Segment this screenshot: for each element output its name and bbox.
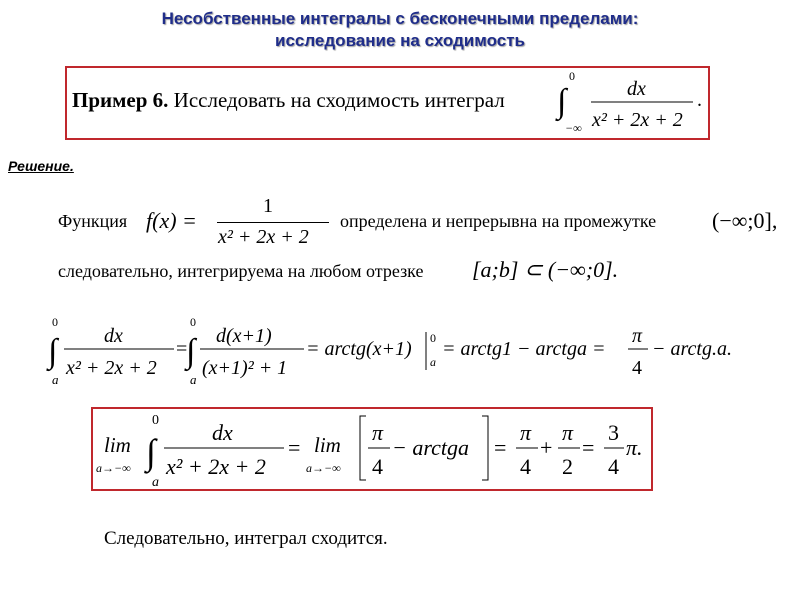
calc-rhs-1: = arctg1 − arctga = xyxy=(442,338,606,360)
limit-four-2: 4 xyxy=(520,454,531,479)
calc-four: 4 xyxy=(632,357,642,379)
left-bracket xyxy=(360,416,366,480)
right-bracket xyxy=(482,416,488,480)
limit-pi-3: π xyxy=(562,420,574,445)
calc-rhs-2: − arctg.a. xyxy=(652,338,732,360)
limit-minus-arctg: − arctga xyxy=(392,435,469,460)
limit-end: π. xyxy=(626,435,643,460)
integrable-segment: [a;b] ⊂ (−∞;0]. xyxy=(472,257,619,282)
calc-sub-upper: 0 xyxy=(430,331,436,345)
title-line-1: Несобственные интегралы с бесконечными пределами: xyxy=(161,9,639,28)
limit-pi-2: π xyxy=(520,420,532,445)
limit-pi: π xyxy=(372,420,384,445)
calc-lower-limit-2: a xyxy=(190,372,197,387)
limit-lim: lim xyxy=(104,433,131,457)
calc-upper-limit: 0 xyxy=(52,315,58,329)
function-numerator: 1 xyxy=(263,195,273,217)
function-prefix: Функция xyxy=(58,211,128,231)
calc-upper-limit-2: 0 xyxy=(190,315,196,329)
function-suffix: определена и непрерывна на промежутке xyxy=(340,211,657,231)
limit-equation xyxy=(96,410,650,490)
example-lower-limit: −∞ xyxy=(565,121,582,135)
example-integral xyxy=(555,68,715,140)
example-label: Пример 6. xyxy=(72,88,169,112)
integrable-text: следовательно, интегрируема на любом отрезке xyxy=(58,261,424,281)
calc-denominator-2: (x+1)² + 1 xyxy=(202,357,288,379)
function-denominator: x² + 2x + 2 xyxy=(218,226,309,248)
conclusion-text: Следовательно, интеграл сходится. xyxy=(104,528,388,549)
function-f: f(x) = xyxy=(146,208,197,233)
integral-sign-icon: ∫ xyxy=(146,432,156,472)
example-upper-limit: 0 xyxy=(569,69,575,83)
integral-sign-icon: ∫ xyxy=(557,83,567,120)
example-denominator: x² + 2x + 2 xyxy=(592,109,683,131)
function-fraction-bar xyxy=(217,222,329,223)
integral-sign-icon: ∫ xyxy=(186,333,196,370)
calc-denominator-1: x² + 2x + 2 xyxy=(66,357,157,379)
calc-antiderivative: = arctg(x+1) xyxy=(306,338,412,360)
slide-title xyxy=(0,8,800,52)
example-end: . xyxy=(697,89,702,111)
limit-four-3: 4 xyxy=(608,454,619,479)
limit-two: 2 xyxy=(562,454,573,479)
solution-label: Решение. xyxy=(8,158,74,174)
calc-sub-lower: a xyxy=(430,355,436,369)
limit-three: 3 xyxy=(608,420,619,445)
calc-numerator-2: d(x+1) xyxy=(216,325,272,347)
title-line-2: исследование на сходимость xyxy=(275,31,525,50)
integral-sign-icon: ∫ xyxy=(48,333,58,370)
limit-lower-limit: a xyxy=(152,475,159,490)
example-numerator: dx xyxy=(627,78,646,100)
function-interval: (−∞;0], xyxy=(712,208,778,233)
limit-equals: = xyxy=(288,435,301,460)
limit-plus: + xyxy=(540,435,553,460)
limit-four: 4 xyxy=(372,454,383,479)
limit-numerator: dx xyxy=(212,420,233,445)
limit-equals-2: = xyxy=(494,435,507,460)
example-text: Исследовать на сходимость интеграл xyxy=(173,88,505,112)
limit-lim-2: lim xyxy=(314,433,341,457)
calc-pi: π xyxy=(632,325,643,347)
limit-equals-3: = xyxy=(582,435,595,460)
calc-numerator-1: dx xyxy=(104,325,123,347)
calc-lower-limit: a xyxy=(52,372,59,387)
example-statement xyxy=(72,88,505,113)
limit-subscript-2: a→−∞ xyxy=(306,461,341,475)
limit-subscript: a→−∞ xyxy=(96,461,131,475)
limit-denominator: x² + 2x + 2 xyxy=(166,454,266,479)
calc-equals: = xyxy=(176,338,188,360)
calculation-equation xyxy=(48,312,768,388)
limit-upper-limit: 0 xyxy=(152,413,159,428)
